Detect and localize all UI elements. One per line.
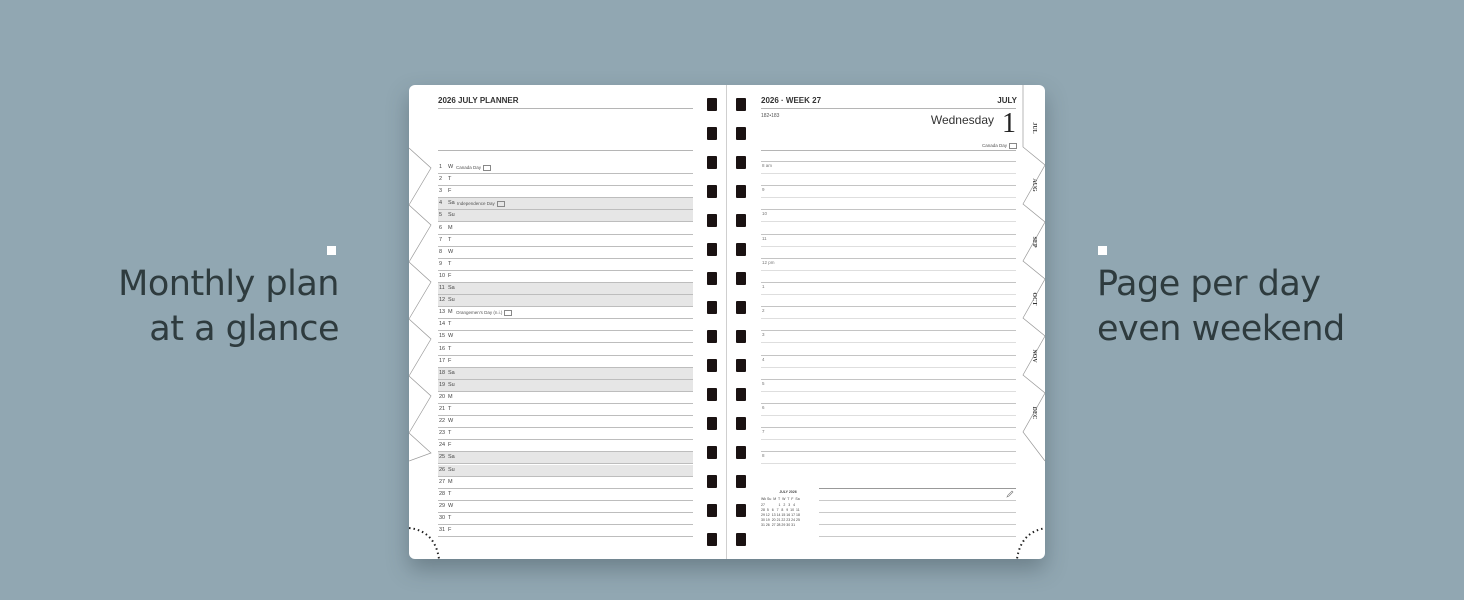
day-row (438, 392, 693, 404)
day-number: 8 (439, 248, 443, 255)
notes-line (819, 524, 1016, 525)
notes-line (819, 512, 1016, 513)
left-tab-edges (409, 85, 439, 559)
day-row (438, 162, 693, 174)
hour-label: 2 (762, 308, 765, 314)
hour-label: 4 (762, 356, 765, 362)
hour-line (761, 258, 1016, 259)
day-row (438, 259, 693, 271)
day-number: 29 (439, 502, 446, 509)
page-spine (726, 85, 727, 559)
half-hour-line (761, 221, 1016, 222)
day-of-week: F (448, 272, 452, 279)
binding-ring (707, 156, 717, 169)
mini-calendar (761, 488, 815, 538)
binding-ring (736, 475, 746, 488)
binding-ring (736, 185, 746, 198)
half-hour-line (761, 197, 1016, 198)
day-number: 25 (439, 454, 446, 461)
day-number: 14 (439, 321, 446, 328)
hour-label: 10 (762, 211, 768, 217)
day-row (438, 356, 693, 368)
holiday-label (457, 198, 505, 209)
month-tab-label: AUG (1031, 178, 1037, 192)
day-number: 20 (439, 393, 446, 400)
binding-ring (736, 504, 746, 517)
binding-ring (707, 504, 717, 517)
hour-row (761, 209, 1016, 233)
day-number: 9 (439, 260, 443, 267)
hour-row (761, 161, 1016, 185)
day-number: 19 (439, 381, 446, 388)
day-number: 3 (439, 188, 443, 195)
hour-row (761, 403, 1016, 427)
hour-line (761, 403, 1016, 404)
day-of-week: T (448, 236, 452, 243)
binding-ring (736, 330, 746, 343)
day-row (438, 283, 693, 295)
pencil-icon (1006, 490, 1014, 498)
day-row (438, 271, 693, 283)
monthly-header: 2026 JULY PLANNER (438, 96, 519, 105)
binding-ring (736, 156, 746, 169)
day-row (438, 404, 693, 416)
date-number: 1 (1002, 108, 1016, 139)
daily-header-week: 2026 · WEEK 27 (761, 96, 822, 105)
binding-ring (707, 127, 717, 140)
left-caption-line2: at a glance (149, 309, 339, 349)
month-tab-label: JUL (1031, 122, 1037, 134)
day-row (438, 380, 693, 392)
binding-ring (707, 388, 717, 401)
hour-row (761, 282, 1016, 306)
notes-line (819, 536, 1016, 537)
left-caption-line1: Monthly plan (118, 264, 339, 304)
day-number: 24 (439, 442, 446, 449)
day-row (438, 295, 693, 307)
half-hour-line (761, 173, 1016, 174)
daily-header-month: JULY (997, 96, 1017, 105)
day-of-week: T (448, 176, 452, 183)
hour-label: 8 (762, 453, 765, 459)
binding-ring (736, 301, 746, 314)
binding-ring (707, 301, 717, 314)
daily-holiday-label: Canada Day (981, 143, 1007, 149)
day-of-week: Su (448, 466, 455, 473)
binding-ring (736, 533, 746, 546)
month-tab-label: SEP (1031, 236, 1037, 248)
day-of-week: T (448, 514, 452, 521)
hour-line (761, 282, 1016, 283)
left-bullet (327, 246, 336, 255)
mini-cal-row: 29 12 13 14 15 16 17 18 (761, 513, 800, 517)
day-of-week: W (448, 164, 454, 170)
day-of-week: Su (448, 381, 455, 388)
daily-page (761, 85, 1017, 559)
binding-ring (707, 533, 717, 546)
day-of-week: M (448, 224, 453, 231)
monthly-notes-rule (438, 150, 693, 151)
half-hour-line (761, 391, 1016, 392)
hour-row (761, 427, 1016, 451)
day-row (438, 319, 693, 331)
holiday-checkbox (504, 310, 512, 316)
binding-ring (707, 475, 717, 488)
day-row (438, 501, 693, 513)
right-caption-line1: Page per day (1097, 264, 1321, 304)
day-of-week: F (448, 188, 452, 195)
hour-row (761, 355, 1016, 379)
month-tab-label: NOV (1031, 349, 1037, 363)
mini-cal-row: 31 26 27 28 29 30 31 (761, 523, 796, 527)
hour-label: 8 am (762, 163, 773, 168)
day-of-week: T (448, 406, 452, 412)
half-hour-line (761, 318, 1016, 319)
day-of-week: W (448, 248, 454, 255)
day-of-week: Sa (448, 200, 455, 207)
day-number: 17 (439, 357, 446, 364)
hour-row (761, 258, 1016, 282)
daily-top-rule (761, 150, 1016, 151)
half-hour-line (761, 294, 1016, 295)
day-of-week: F (448, 357, 452, 364)
day-of-week: W (448, 418, 454, 425)
notes-line (819, 500, 1016, 501)
day-row (438, 489, 693, 501)
mini-cal-row: 27 1 2 3 4 (761, 503, 796, 507)
binding-ring (707, 243, 717, 256)
right-tab-edges (1015, 85, 1045, 559)
right-bullet (1098, 246, 1107, 255)
hour-line (761, 209, 1016, 210)
day-row (438, 235, 693, 247)
hour-line (761, 234, 1016, 235)
holiday-text: Orangemen's Day (n.i.) (456, 310, 503, 316)
half-hour-line (761, 463, 1016, 464)
day-number: 28 (439, 490, 446, 497)
holiday-checkbox (497, 201, 505, 207)
notes-box (819, 488, 1016, 538)
hour-label: 5 (762, 380, 765, 386)
notes-line (819, 488, 1016, 489)
day-row (438, 344, 693, 356)
day-of-week: T (448, 321, 452, 328)
half-hour-line (761, 415, 1016, 416)
half-hour-line (761, 367, 1016, 368)
daily-header-rule (761, 108, 1016, 109)
day-number: 23 (439, 430, 446, 437)
hour-label: 6 (762, 405, 765, 410)
binding-ring (707, 359, 717, 372)
daily-holiday (982, 143, 1017, 149)
left-caption (118, 262, 339, 352)
day-number: 22 (439, 418, 446, 425)
day-row (438, 186, 693, 198)
holiday-label (456, 162, 491, 173)
day-number: 1 (439, 164, 443, 170)
day-number: 16 (439, 345, 446, 352)
month-tab-label: OCT (1031, 292, 1037, 306)
day-row (438, 210, 693, 222)
binding-ring (736, 388, 746, 401)
day-row (438, 416, 693, 428)
day-number: 13 (439, 309, 446, 316)
day-number: 11 (439, 285, 445, 291)
binding-ring (736, 446, 746, 459)
mini-cal-title: JULY 2026 (779, 490, 797, 494)
half-hour-line (761, 439, 1016, 440)
day-row (438, 368, 693, 380)
monthly-header-rule (438, 108, 693, 109)
binding-ring (707, 330, 717, 343)
hour-line (761, 161, 1016, 162)
mini-cal-head: Wk Su M T W T F Sa (761, 497, 800, 501)
day-row (438, 440, 693, 452)
binding-ring (736, 417, 746, 430)
day-number: 18 (439, 369, 446, 376)
hour-row (761, 451, 1016, 475)
half-hour-line (761, 270, 1016, 271)
hour-line (761, 185, 1016, 186)
day-row (438, 198, 693, 210)
binding-ring (736, 243, 746, 256)
holiday-label (456, 307, 512, 318)
day-row (438, 247, 693, 259)
day-number: 15 (439, 333, 446, 340)
hour-row (761, 234, 1016, 258)
day-row (438, 525, 693, 537)
day-row (438, 477, 693, 489)
day-number: 26 (439, 466, 446, 473)
day-of-week: T (448, 260, 452, 267)
day-row (438, 223, 693, 235)
day-of-week: M (448, 309, 453, 316)
binding-ring (736, 359, 746, 372)
day-number: 27 (439, 478, 446, 485)
day-number: 12 (439, 297, 446, 304)
mini-cal-rows (761, 503, 815, 528)
binding-ring (736, 214, 746, 227)
day-of-week: F (448, 527, 452, 533)
right-caption (1097, 262, 1345, 352)
day-row (438, 513, 693, 525)
day-row (438, 465, 693, 477)
hour-line (761, 427, 1016, 428)
day-number: 2 (439, 176, 443, 183)
mini-cal-row: 28 5 6 7 8 9 10 11 (761, 508, 800, 512)
half-hour-line (761, 342, 1016, 343)
binding-ring (707, 98, 717, 111)
day-of-week: Sa (448, 454, 455, 461)
hour-line (761, 306, 1016, 307)
holiday-text: Canada Day (456, 165, 482, 170)
day-number: 5 (439, 212, 443, 219)
right-caption-line2: even weekend (1097, 309, 1345, 349)
binding-ring (707, 272, 717, 285)
day-row (438, 307, 693, 319)
day-of-week: M (448, 393, 453, 400)
binding-ring (736, 127, 746, 140)
mini-cal-row: 30 19 20 21 22 23 24 25 (761, 518, 800, 522)
hour-line (761, 451, 1016, 452)
day-row (438, 331, 693, 343)
month-tab-label: DEC (1031, 406, 1037, 420)
weekday-label: Wednesday (930, 113, 994, 127)
day-number: 21 (439, 406, 446, 412)
hour-row (761, 379, 1016, 403)
hour-label: 1 (762, 284, 765, 289)
hour-row (761, 185, 1016, 209)
day-of-week: Sa (448, 369, 455, 376)
day-count: 182•183 (761, 113, 780, 119)
day-number: 4 (439, 200, 443, 207)
spiral-binding (704, 85, 754, 559)
binding-ring (707, 214, 717, 227)
holiday-text: Independence Day (457, 201, 495, 207)
day-row (438, 452, 693, 464)
hour-line (761, 379, 1016, 380)
binding-ring (736, 272, 746, 285)
planner-image (409, 85, 1045, 559)
hour-label: 12 pm (762, 259, 775, 265)
hour-line (761, 355, 1016, 356)
day-of-week: F (448, 442, 452, 449)
day-of-week: Su (448, 297, 455, 304)
hour-label: 3 (762, 332, 765, 338)
day-of-week: T (448, 490, 452, 497)
day-of-week: W (448, 333, 454, 340)
hour-row (761, 306, 1016, 330)
day-number: 30 (439, 514, 446, 521)
binding-ring (707, 417, 717, 430)
day-number: 6 (439, 224, 443, 231)
day-number: 31 (439, 527, 446, 533)
day-number: 7 (439, 236, 443, 243)
day-row (438, 428, 693, 440)
day-of-week: M (448, 478, 453, 485)
hour-label: 11 (762, 235, 767, 241)
binding-ring (707, 446, 717, 459)
half-hour-line (761, 246, 1016, 247)
holiday-checkbox (483, 165, 491, 171)
day-of-week: Su (448, 212, 455, 219)
day-of-week: T (448, 430, 452, 437)
hour-label: 7 (762, 429, 765, 435)
monthly-page (438, 85, 693, 559)
binding-ring (707, 185, 717, 198)
day-number: 10 (439, 272, 446, 279)
binding-ring (736, 98, 746, 111)
hour-row (761, 330, 1016, 354)
day-of-week: T (448, 345, 452, 352)
day-row (438, 174, 693, 186)
day-of-week: Sa (448, 285, 455, 291)
hour-line (761, 330, 1016, 331)
hour-label: 9 (762, 187, 765, 193)
day-of-week: W (448, 502, 454, 509)
